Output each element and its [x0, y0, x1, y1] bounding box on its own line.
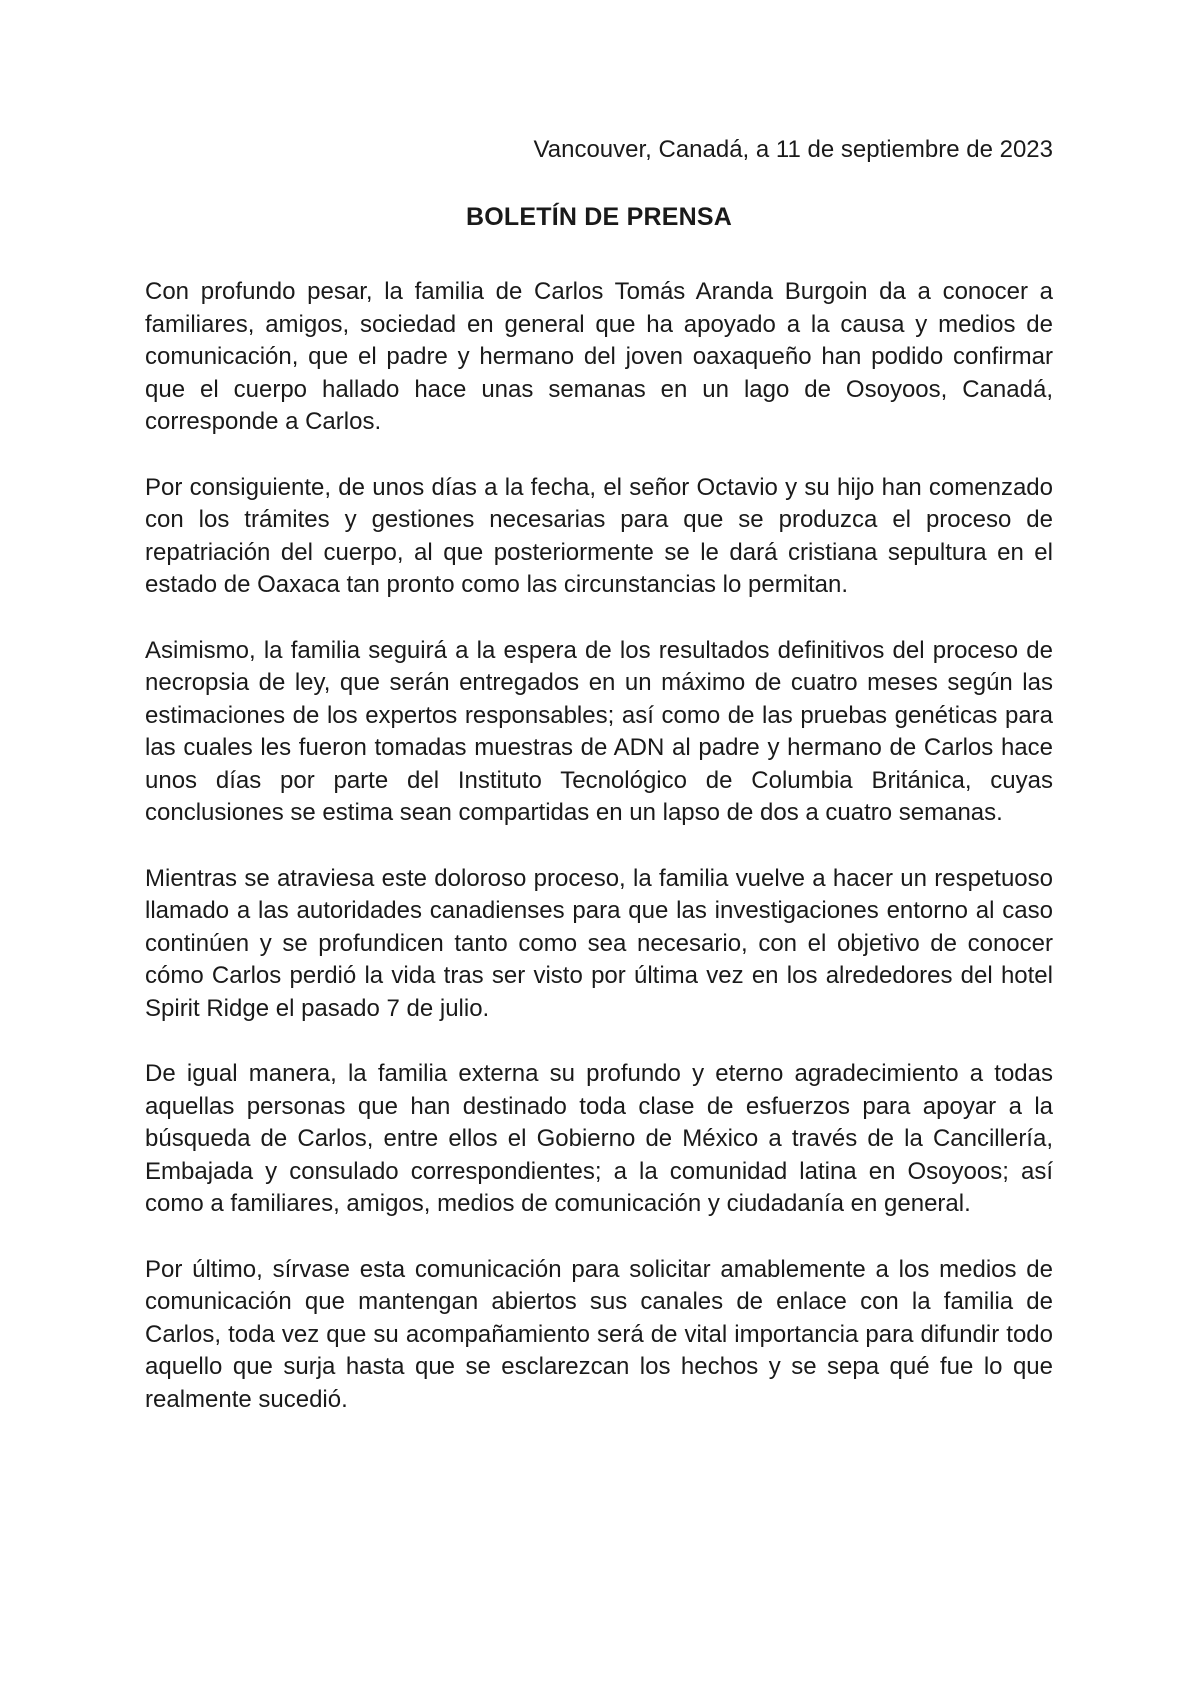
- paragraph-investigation-request: Mientras se atraviesa este doloroso proceso, la familia vuelve a hacer un respetuoso llamado a las autoridades canadienses para que las investigaciones entorno al caso continúen y se profundicen tanto como sea necesario, con el objetivo de conocer cómo Carlos perdió la vida tras ser visto por última vez en los alrededores del hotel Spirit Ridge el pasado 7 de julio.: [145, 864, 1053, 1022]
- paragraph-necropsy-results: Asimismo, la familia seguirá a la espera de los resultados definitivos del proceso de necropsia de ley, que serán entregados en un máximo de cuatro meses según las estimaciones de los expertos responsables; así como de las pruebas genéticas para las cuales les fueron tomadas muestras de ADN al padre y hermano de Carlos hace unos días por parte del Instituto Tecnológico de Columbia Británica, cuyas conclusiones se estima sean compartidas en un lapso de dos a cuatro semanas.: [145, 636, 1053, 826]
- paragraph-media-request: Por último, sírvase esta comunicación para solicitar amablemente a los medios de comunicación que mantengan abiertos sus canales de enlace con la familia de Carlos, toda vez que su acompañamiento será de vital importancia para difundir todo aquello que surja hasta que se esclarezcan los hechos y se sepa qué fue lo que realmente sucedió.: [145, 1255, 1053, 1413]
- paragraph-confirmation: Con profundo pesar, la familia de Carlos Tomás Aranda Burgoin da a conocer a familiares, amigos, sociedad en general que ha apoyado a la causa y medios de comunicación, que el padre y hermano del joven oaxaqueño han podido confirmar que el cuerpo hallado hace unas semanas en un lago de Osoyoos, Canadá, corresponde a Carlos.: [145, 278, 1053, 435]
- dateline: Vancouver, Canadá, a 11 de septiembre de 2023: [533, 136, 1053, 163]
- document-title: BOLETÍN DE PRENSA: [466, 202, 732, 231]
- paragraph-repatriation: Por consiguiente, de unos días a la fecha, el señor Octavio y su hijo han comenzado con los trámites y gestiones necesarias para que se produzca el proceso de repatriación del cuerpo, al que posteriormente se le dará cristiana sepultura en el estado de Oaxaca tan pronto como las circunstancias lo permitan.: [145, 473, 1053, 598]
- document-body: [145, 276, 1053, 1416]
- document-content: [145, 134, 1053, 1416]
- paragraph-gratitude: De igual manera, la familia externa su profundo y eterno agradecimiento a todas aquellas personas que han destinado toda clase de esfuerzos para apoyar a la búsqueda de Carlos, entre ellos el Gobierno de México a través de la Cancillería, Embajada y consulado correspondientes; a la comunidad latina en Osoyoos; así como a familiares, amigos, medios de comunicación y ciudadanía en general.: [145, 1060, 1053, 1217]
